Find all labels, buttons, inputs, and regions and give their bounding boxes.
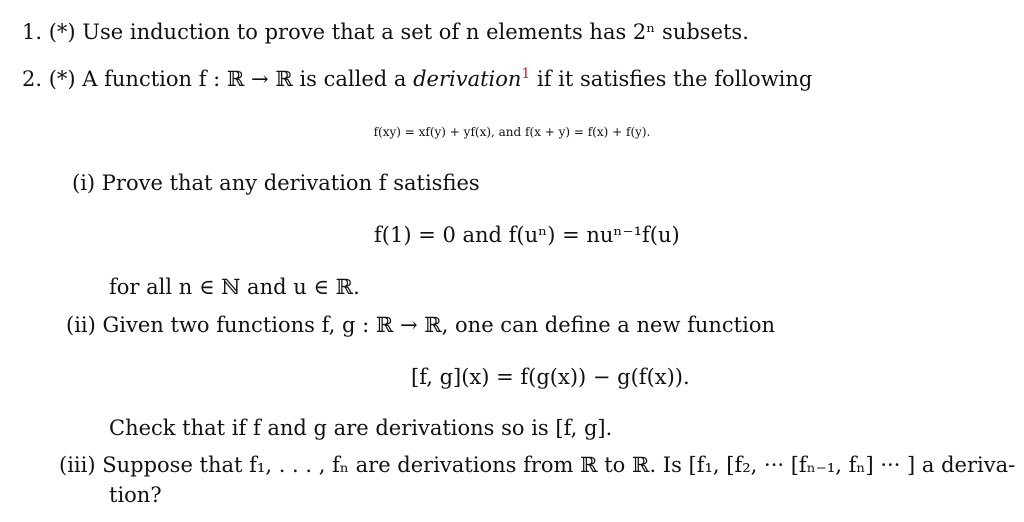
part-ii <box>66 312 775 338</box>
problem-1-number: 1. <box>22 20 43 44</box>
part-i-equation: f(1) = 0 and f(uⁿ) = nuⁿ⁻¹f(u) <box>374 223 680 247</box>
part-i-text: Prove that any derivation f satisfies <box>101 171 480 195</box>
problem-1-text: (*) Use induction to prove that a set of n elements has 2ⁿ subsets. <box>48 20 749 44</box>
derivation-equation: f(xy) = xf(y) + yf(x), and f(x + y) = f(x) + f(y). <box>373 125 651 139</box>
part-iii-label: (iii) <box>59 453 96 477</box>
problem-2-intro-before: (*) A function f : ℝ → ℝ is called a <box>48 67 414 91</box>
part-iii-text: Suppose that f₁, . . . , fₙ are derivations from ℝ to ℝ. Is [f₁, [f₂, ··· [fₙ₋₁, fₙ] ··· ] a deriva- <box>102 453 1016 477</box>
problem-2 <box>22 66 812 92</box>
part-iii-cont: tion? <box>109 483 162 507</box>
problem-2-number: 2. <box>22 67 43 91</box>
part-i <box>72 170 480 196</box>
part-ii-after: Check that if f and g are derivations so is [f, g]. <box>109 416 613 440</box>
part-i-after: for all n ∈ ℕ and u ∈ ℝ. <box>109 275 360 299</box>
part-i-label: (i) <box>72 171 96 195</box>
footnote-marker: 1 <box>521 66 531 82</box>
part-ii-label: (ii) <box>66 313 96 337</box>
part-iii <box>59 452 1015 478</box>
problem-2-intro-after: if it satisfies the following <box>530 67 813 91</box>
part-ii-text: Given two functions f, g : ℝ → ℝ, one can define a new function <box>102 313 775 337</box>
problem-1 <box>22 19 749 45</box>
problem-2-derivation-term: derivation <box>413 67 522 91</box>
part-ii-equation: [f, g](x) = f(g(x)) − g(f(x)). <box>411 365 690 389</box>
